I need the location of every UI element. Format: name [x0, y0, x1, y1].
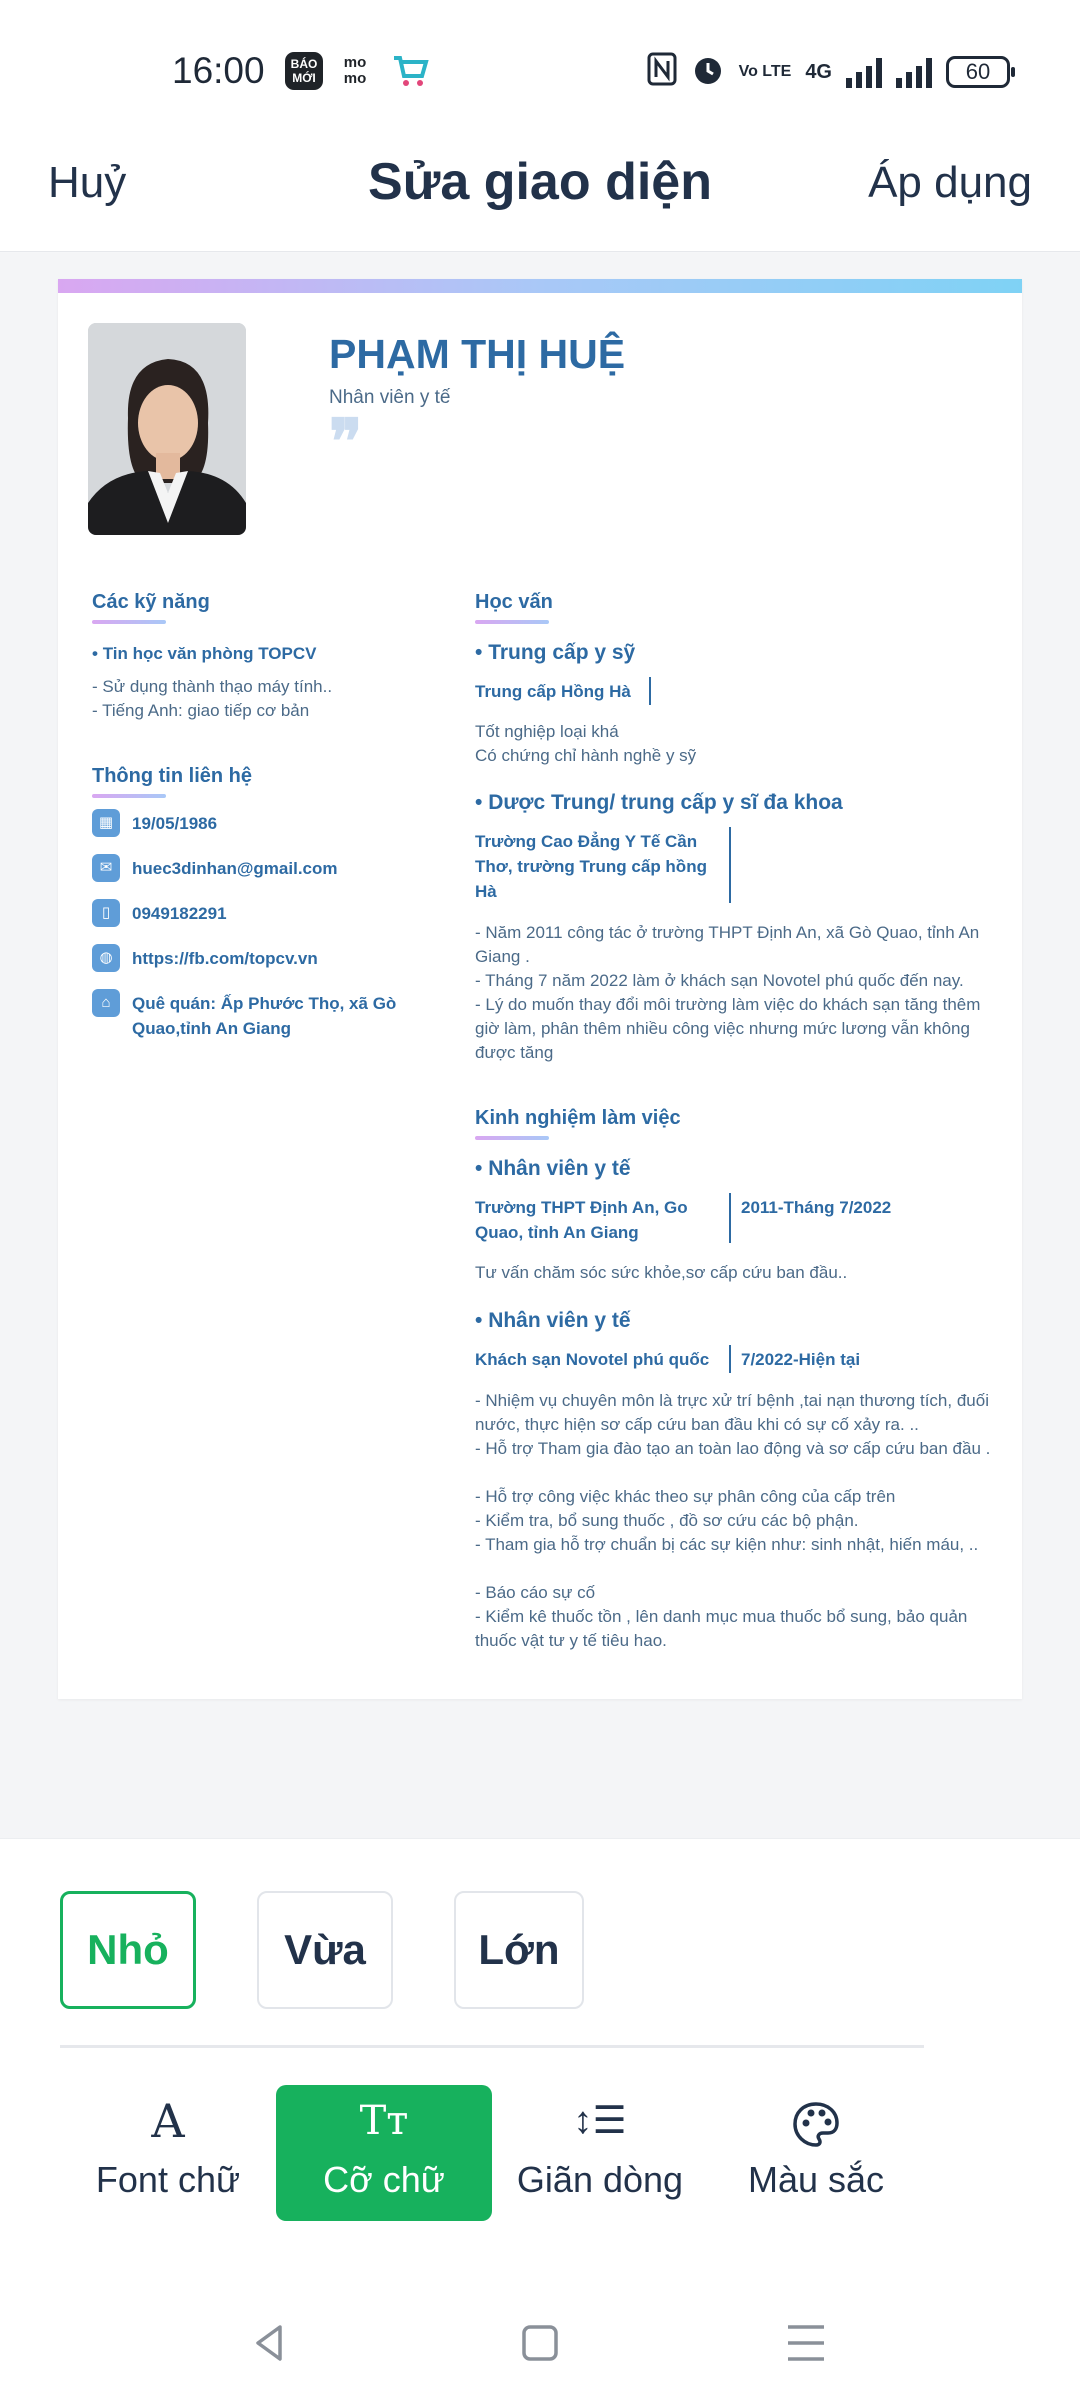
experience-item-2-desc-5: - Tham gia hỗ trợ chuẩn bị các sự kiện như: sinh nhật, hiến máu, ..	[475, 1535, 979, 1554]
contact-website: ◍ https://fb.com/topcv.vn	[92, 944, 318, 972]
education-item-1-desc-2: Có chứng chỉ hành nghề y sỹ	[475, 746, 697, 765]
cancel-button[interactable]: Huỷ	[48, 158, 127, 207]
sheet-divider	[60, 2045, 924, 2048]
experience-item-2-desc-4: - Kiểm tra, bổ sung thuốc , đồ sơ cứu các bộ phận.	[475, 1511, 859, 1530]
contact-phone: ▯ 0949182291	[92, 899, 227, 927]
cv-gradient-bar	[58, 279, 1022, 293]
education-item-1-school: Trung cấp Hồng Hà	[475, 682, 631, 701]
tool-font-size-label: Cỡ chữ	[323, 2159, 445, 2200]
tool-font-label: Font chữ	[95, 2159, 241, 2200]
quote-icon: ❞	[329, 405, 363, 478]
nfc-icon	[647, 52, 677, 93]
home-icon: ⌂	[92, 989, 120, 1017]
line-spacing-icon: ↕☰	[573, 2100, 627, 2142]
momo-app-icon: mo mo	[336, 52, 374, 90]
experience-item-2-desc-2: - Hỗ trợ Tham gia đào tạo an toàn lao động và sơ cấp cứu ban đầu .	[475, 1439, 991, 1458]
alarm-icon	[691, 53, 725, 92]
separator	[729, 827, 731, 903]
cv-preview-area[interactable]	[0, 253, 1080, 1838]
page-title: Sửa giao diện	[368, 153, 712, 211]
education-item-2-desc-1: - Năm 2011 công tác ở trường THPT Định An, xã Gò Quao, tỉnh An Giang .	[475, 923, 980, 966]
skill-line-2: - Tiếng Anh: giao tiếp cơ bản	[92, 701, 310, 720]
contact-heading: Thông tin liên hệ	[92, 765, 252, 787]
education-item-1-desc-1: Tốt nghiệp loại khá	[475, 722, 619, 741]
experience-item-2-desc-7: - Kiểm kê thuốc tồn , lên danh mục mua thuốc bổ sung, bảo quản thuốc vật tư y tế tiêu hao.	[475, 1607, 968, 1650]
experience-item-2-period: 7/2022-Hiện tại	[741, 1350, 861, 1369]
contact-email: ✉ huec3dinhan@gmail.com	[92, 854, 338, 882]
skill-item-title: • Tin học văn phòng TOPCV	[92, 644, 317, 663]
volte-icon: Vo LTE	[738, 63, 792, 80]
bao-moi-app-icon: BÁO MỚI	[285, 52, 323, 90]
globe-icon: ◍	[92, 944, 120, 972]
education-underline	[475, 620, 549, 624]
experience-underline	[475, 1136, 549, 1140]
font-size-small-option[interactable]: Nhỏ	[60, 1891, 196, 2009]
skill-line-1: - Sử dụng thành thạo máy tính..	[92, 677, 333, 696]
skills-underline	[92, 620, 166, 624]
palette-icon	[708, 2095, 924, 2147]
cv-job-title: Nhân viên y tế	[329, 387, 451, 408]
status-indicators	[647, 50, 1010, 94]
shopping-cart-icon	[390, 50, 430, 90]
top-app-bar	[0, 140, 1080, 252]
contact-address: ⌂ Quê quán: Ấp Phước Thọ, xã Gò Quao,tỉnh An Giang	[92, 989, 452, 1041]
tool-line-spacing-label: Giãn dòng	[516, 2159, 684, 2200]
signal-icon-2	[896, 56, 932, 88]
nav-back-icon[interactable]	[240, 2313, 300, 2373]
tool-font-size-button[interactable]	[276, 2085, 492, 2221]
network-type: 4G	[805, 60, 832, 83]
experience-heading: Kinh nghiệm làm việc	[475, 1107, 681, 1129]
font-icon: A	[151, 2094, 185, 2148]
tool-color-button[interactable]	[708, 2085, 924, 2221]
tool-line-spacing-button[interactable]	[492, 2085, 708, 2221]
profile-photo	[88, 323, 246, 535]
tool-font-button[interactable]	[60, 2085, 276, 2221]
separator	[729, 1345, 731, 1373]
separator	[649, 677, 651, 705]
tool-color-label: Màu sắc	[747, 2159, 885, 2200]
nav-menu-icon[interactable]	[776, 2313, 836, 2373]
font-size-large-option[interactable]: Lớn	[454, 1891, 584, 2009]
experience-item-1-desc: Tư vấn chăm sóc sức khỏe,sơ cấp cứu ban đầu..	[475, 1263, 848, 1282]
experience-item-1-title: • Nhân viên y tế	[475, 1157, 631, 1180]
text-size-icon: Tт	[359, 2098, 409, 2144]
contact-underline	[92, 794, 166, 798]
education-item-2-school: Trường Cao Đẳng Y Tế Cần Thơ, trường Trung cấp hồng Hà	[475, 832, 707, 901]
cv-name: PHẠM THỊ HUỆ	[329, 331, 626, 377]
separator	[729, 1193, 731, 1243]
format-bottom-sheet	[0, 1838, 1080, 2400]
battery-indicator: 60	[946, 56, 1010, 88]
education-item-2-desc-2: - Tháng 7 năm 2022 làm ở khách sạn Novotel phú quốc đến nay.	[475, 971, 964, 990]
experience-item-2-desc-3: - Hỗ trợ công việc khác theo sự phân công của cấp trên	[475, 1487, 896, 1506]
contact-birthday: ▦ 19/05/1986	[92, 809, 217, 837]
experience-item-2-company: Khách sạn Novotel phú quốc	[475, 1350, 710, 1369]
phone-icon: ▯	[92, 899, 120, 927]
education-item-2-desc-3: - Lý do muốn thay đổi môi trường làm việc do khách sạn tăng thêm giờ làm, phân thêm nhiều công việc nhưng mức lương vẫn không được tăng	[475, 995, 981, 1062]
experience-item-1-company: Trường THPT Định An, Go Quao, tỉnh An Giang	[475, 1198, 688, 1242]
mail-icon: ✉	[92, 854, 120, 882]
cv-page	[58, 279, 1022, 1699]
education-item-1-title: • Trung cấp y sỹ	[475, 641, 636, 664]
calendar-icon: ▦	[92, 809, 120, 837]
system-nav-bar	[0, 2291, 1080, 2400]
status-time: 16:00	[172, 50, 265, 91]
experience-item-2-title: • Nhân viên y tế	[475, 1309, 631, 1332]
education-item-2-title: • Dược Trung/ trung cấp y sĩ đa khoa	[475, 791, 843, 814]
experience-item-2-desc-1: - Nhiệm vụ chuyên môn là trực xử trí bệnh ,tai nạn thương tích, đuối nước, thực hiện sơ cấp cứu ban đầu khi có sự cố xảy ra. ..	[475, 1391, 989, 1434]
status-bar	[0, 0, 1080, 140]
skills-heading: Các kỹ năng	[92, 591, 210, 613]
experience-item-2-desc-6: - Báo cáo sự cố	[475, 1583, 596, 1602]
apply-button[interactable]: Áp dụng	[868, 158, 1032, 207]
nav-home-icon[interactable]	[510, 2313, 570, 2373]
education-heading: Học vấn	[475, 591, 553, 613]
font-size-medium-option[interactable]: Vừa	[257, 1891, 393, 2009]
experience-item-1-period: 2011-Tháng 7/2022	[741, 1198, 892, 1217]
signal-icon-1	[846, 56, 882, 88]
